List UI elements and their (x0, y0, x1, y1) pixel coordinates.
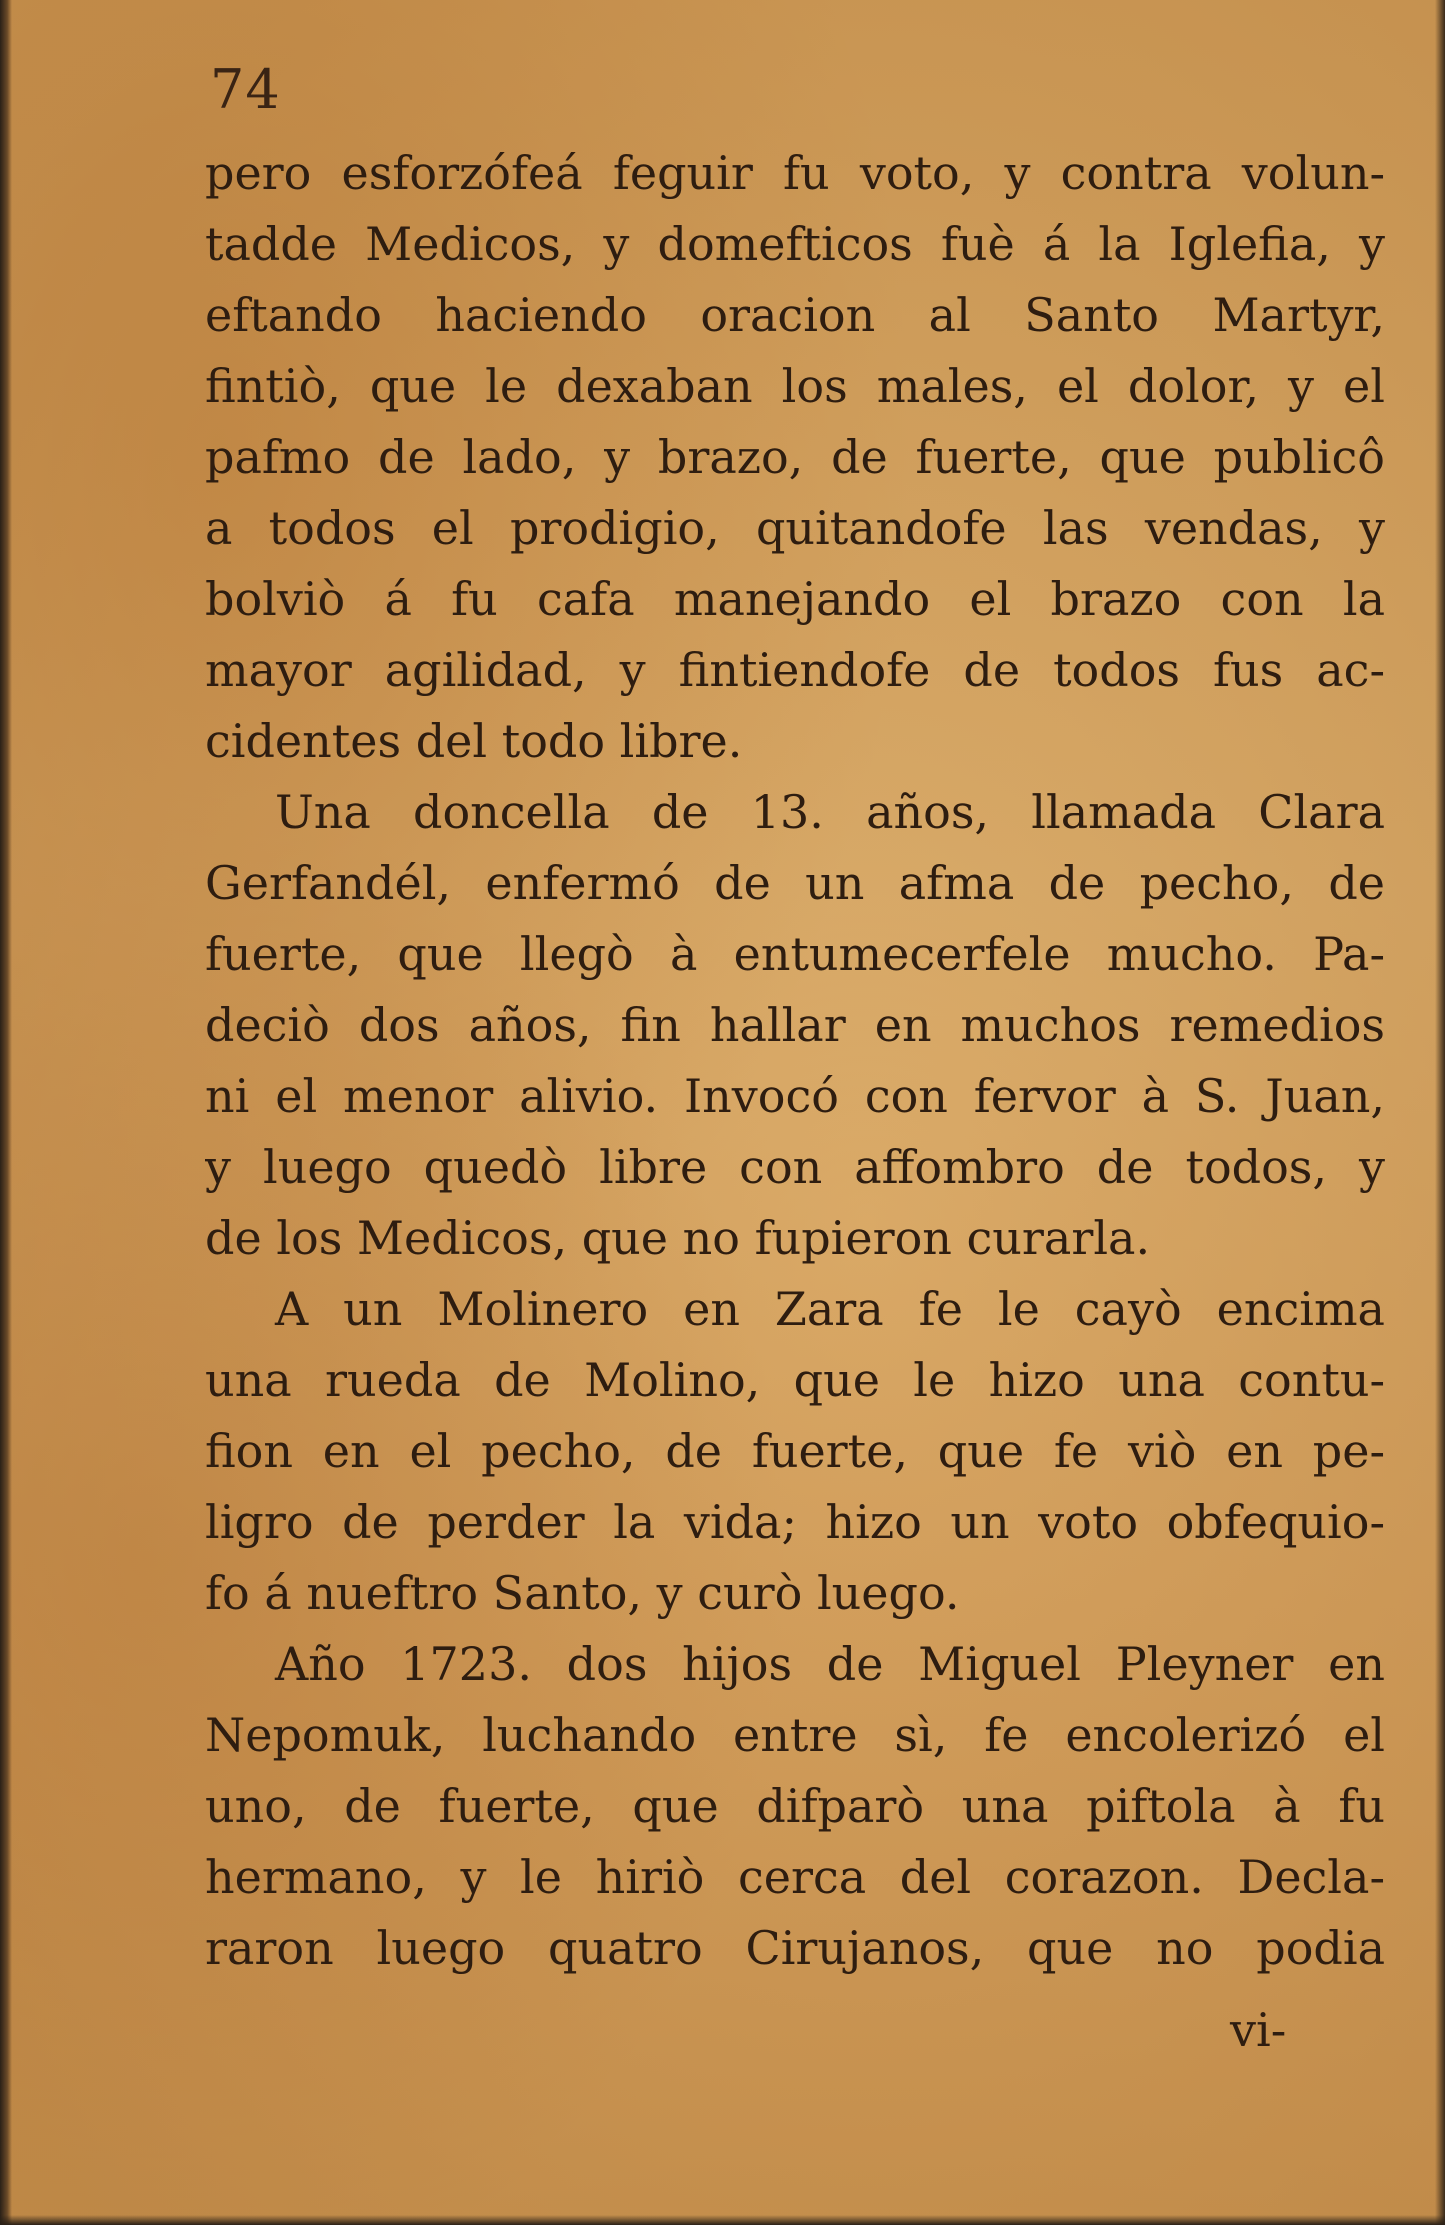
text-line: deciò dos años, fin hallar en muchos remedios (205, 998, 1385, 1052)
catchword: vi- (1230, 2003, 1287, 2057)
text-line: a todos el prodigio, quitandofe las vendas, y (205, 501, 1385, 555)
page-right-edge (1435, 0, 1445, 2225)
text-line: Nepomuk, luchando entre sì, fe encolerizó el (205, 1708, 1385, 1762)
text-line: fintiò, que le dexaban los males, el dolor, y el (205, 359, 1385, 413)
text-line: mayor agilidad, y fintiendofe de todos fus ac- (205, 643, 1385, 697)
text-line: y luego quedò libre con affombro de todos, y (205, 1140, 1385, 1194)
text-line: pafmo de lado, y brazo, de fuerte, que publicô (205, 430, 1385, 484)
text-line: pero esforzófeá feguir fu voto, y contra volun- (205, 146, 1385, 200)
page-number: 74 (210, 58, 281, 121)
body-text (205, 138, 1385, 1984)
text-line: una rueda de Molino, que le hizo una contu- (205, 1353, 1385, 1407)
text-line: fion en el pecho, de fuerte, que fe viò en pe- (205, 1424, 1385, 1478)
text-line: ligro de perder la vida; hizo un voto obfequio- (205, 1495, 1385, 1549)
text-line: fuerte, que llegò à entumecerfele mucho. Pa- (205, 927, 1385, 981)
page-bottom-edge (0, 2215, 1445, 2225)
text-line: fo á nueftro Santo, y curò luego. (205, 1566, 960, 1620)
text-line: de los Medicos, que no fupieron curarla. (205, 1211, 1151, 1265)
text-line: hermano, y le hiriò cerca del corazon. Decla- (205, 1850, 1385, 1904)
text-line: ni el menor alivio. Invocó con fervor à S. Juan, (205, 1069, 1385, 1123)
paragraph-start-line: A un Molinero en Zara fe le cayò encima (275, 1282, 1385, 1336)
text-line: eftando haciendo oracion al Santo Martyr, (205, 288, 1385, 342)
text-line: Gerfandél, enfermó de un afma de pecho, de (205, 856, 1385, 910)
paragraph-start-line: Año 1723. dos hijos de Miguel Pleyner en (275, 1637, 1385, 1691)
page-left-edge (0, 0, 12, 2225)
text-line: tadde Medicos, y domefticos fuè á la Iglefia, y (205, 217, 1385, 271)
text-line: uno, de fuerte, que difparò una piftola à fu (205, 1779, 1385, 1833)
text-line: cidentes del todo libre. (205, 714, 743, 768)
text-line: raron luego quatro Cirujanos, que no podia (205, 1921, 1385, 1975)
paragraph-start-line: Una doncella de 13. años, llamada Clara (275, 785, 1385, 839)
text-line: bolviò á fu cafa manejando el brazo con la (205, 572, 1385, 626)
